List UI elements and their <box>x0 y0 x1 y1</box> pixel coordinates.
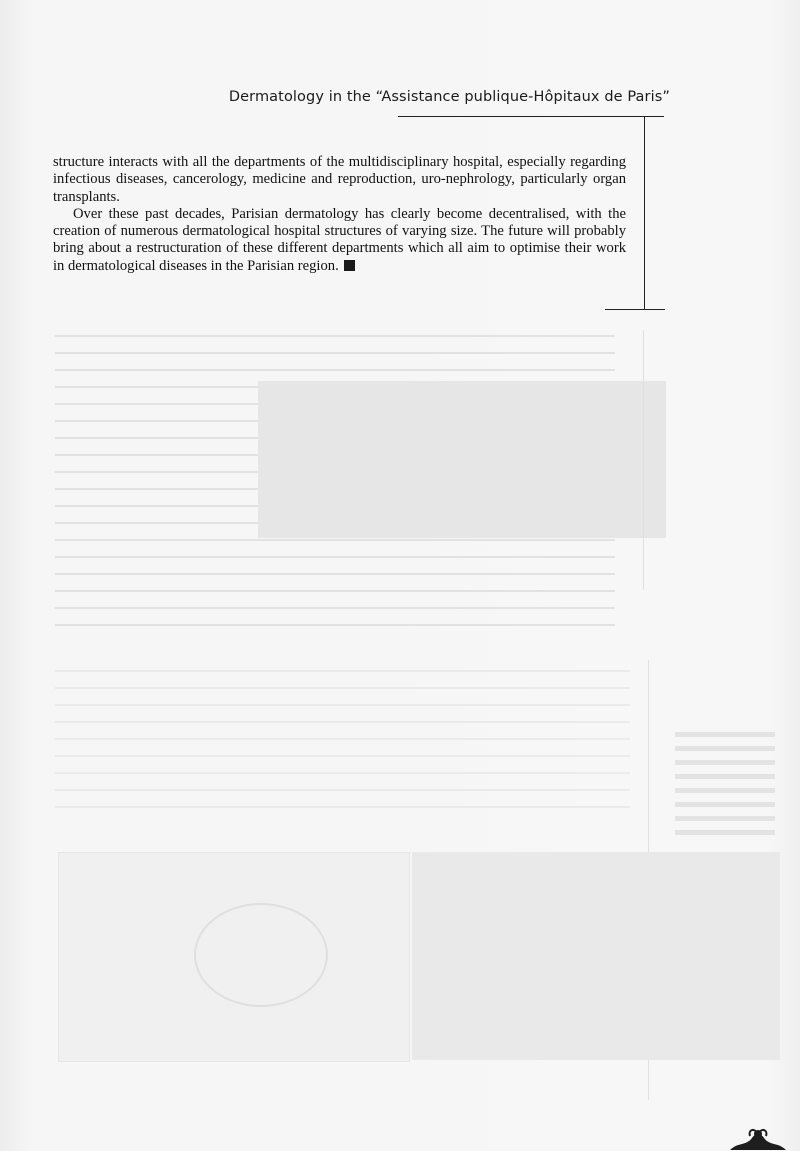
margin-rule-vertical <box>644 116 645 310</box>
ornament-icon <box>728 1128 788 1151</box>
paragraph <box>53 206 626 275</box>
paragraph-text: structure interacts with all the departments of the multidisciplinary hospital, especially regarding infectious diseases, cancerology, medicine and reproduction, uro-nephrology, particularly organ transplants. <box>53 154 626 205</box>
bleed-through-rule <box>643 330 644 590</box>
paragraph <box>53 154 626 206</box>
header-rule <box>398 116 664 117</box>
bleed-through-paragraph <box>55 640 630 840</box>
margin-rule-bottom <box>605 309 665 310</box>
bleed-through-caption <box>675 732 775 842</box>
bleed-through-author-box <box>258 381 666 538</box>
bleed-through-map <box>58 852 410 1062</box>
bleed-through-table <box>412 852 780 1060</box>
paragraph-text: Over these past decades, Parisian dermatology has clearly become decentralised, with the creation of numerous dermatological hospital structures of varying size. The future will probably bring about a restructuration of these different departments which all aim to optimise their work in dermatological diseases in the Parisian region. <box>53 205 626 274</box>
running-head: Dermatology in the “Assistance publique-Hôpitaux de Paris” <box>228 89 670 105</box>
end-of-article-mark-icon <box>344 260 355 271</box>
article-body <box>53 154 626 275</box>
